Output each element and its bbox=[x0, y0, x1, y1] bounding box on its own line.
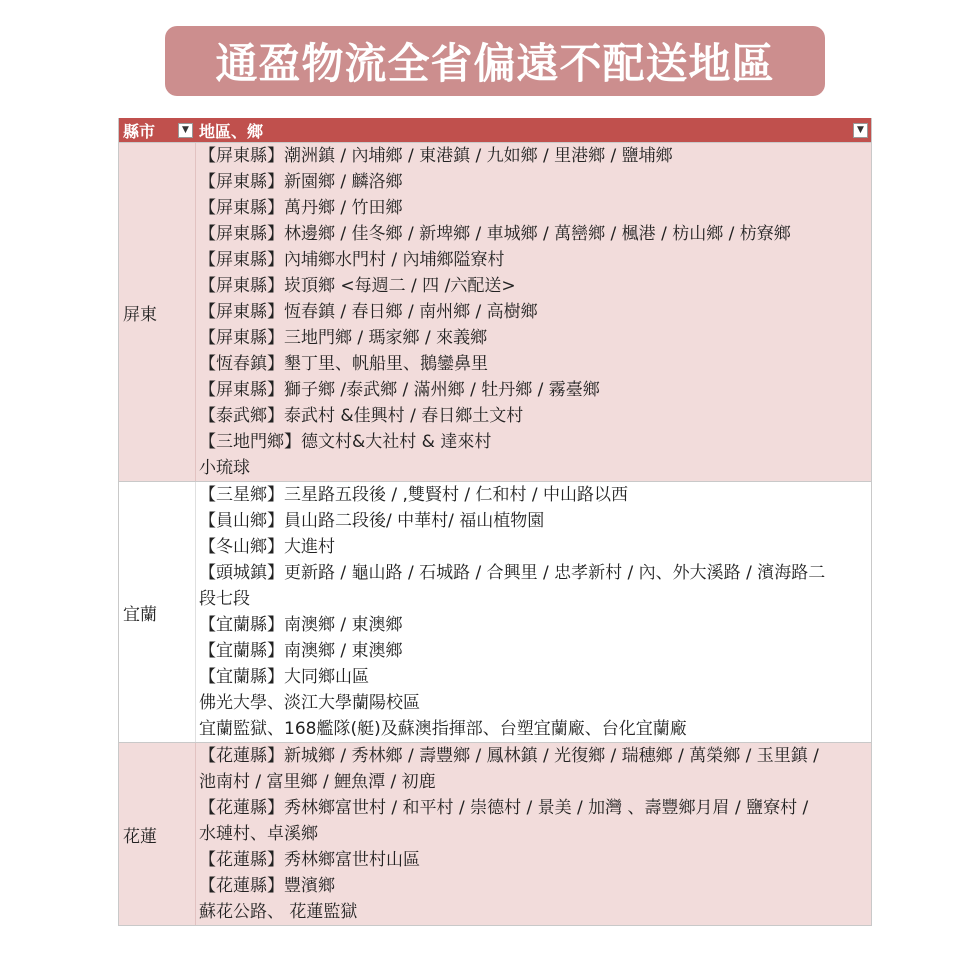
area-row: 【宜蘭縣】大同鄉山區 bbox=[199, 667, 369, 687]
header-county-cell bbox=[119, 119, 196, 142]
area-row: 【屏東縣】崁頂鄉 <每週二 / 四 /六配送> bbox=[199, 276, 516, 296]
county-group bbox=[119, 742, 871, 925]
county-group bbox=[119, 142, 871, 481]
title-banner bbox=[165, 26, 825, 96]
header-area-label: 地區、鄉 bbox=[199, 121, 264, 141]
area-row: 【宜蘭縣】南澳鄉 / 東澳鄉 bbox=[199, 615, 403, 635]
area-filter-dropdown-icon[interactable]: ▼ bbox=[853, 123, 868, 138]
area-row: 蘇花公路、 花蓮監獄 bbox=[199, 902, 358, 922]
area-row: 小琉球 bbox=[199, 458, 250, 478]
area-row: 【花蓮縣】豐濱鄉 bbox=[199, 876, 335, 896]
area-row: 【屏東縣】新園鄉 / 麟洛鄉 bbox=[199, 172, 403, 192]
area-row: 【宜蘭縣】南澳鄉 / 東澳鄉 bbox=[199, 641, 403, 661]
area-row: 【泰武鄉】泰武村 &佳興村 / 春日鄉土文村 bbox=[199, 406, 524, 426]
area-row: 水璉村、卓溪鄉 bbox=[199, 824, 318, 844]
county-filter-dropdown-icon[interactable]: ▼ bbox=[178, 123, 193, 138]
remote-areas-table bbox=[118, 118, 872, 926]
area-row: 【屏東縣】林邊鄉 / 佳冬鄉 / 新埤鄉 / 車城鄉 / 萬巒鄉 / 楓港 / 枋山鄉 / 枋寮鄉 bbox=[199, 224, 791, 244]
table-body bbox=[119, 142, 871, 925]
area-list bbox=[196, 482, 871, 742]
area-row: 【屏東縣】潮洲鎮 / 內埔鄉 / 東港鎮 / 九如鄉 / 里港鄉 / 鹽埔鄉 bbox=[199, 146, 673, 166]
area-row: 段七段 bbox=[199, 589, 250, 609]
area-row: 【三星鄉】三星路五段後 / ,雙賢村 / 仁和村 / 中山路以西 bbox=[199, 485, 629, 505]
area-row: 佛光大學、淡江大學蘭陽校區 bbox=[199, 693, 420, 713]
area-row: 池南村 / 富里鄉 / 鯉魚潭 / 初鹿 bbox=[199, 772, 436, 792]
county-cell: 屏東 bbox=[119, 143, 196, 481]
area-row: 【冬山鄉】大進村 bbox=[199, 537, 335, 557]
page-title: 通盈物流全省偏遠不配送地區 bbox=[215, 39, 775, 88]
table-header bbox=[119, 118, 871, 142]
header-county-label: 縣市 bbox=[123, 121, 156, 141]
area-row: 【恆春鎮】墾丁里、帆船里、鵝鑾鼻里 bbox=[199, 354, 488, 374]
area-row: 【屏東縣】恆春鎮 / 春日鄉 / 南州鄉 / 高樹鄉 bbox=[199, 302, 538, 322]
header-area-cell bbox=[196, 119, 871, 142]
area-row: 【花蓮縣】秀林鄉富世村山區 bbox=[199, 850, 420, 870]
area-row: 【屏東縣】三地門鄉 / 瑪家鄉 / 來義鄉 bbox=[199, 328, 488, 348]
county-cell: 宜蘭 bbox=[119, 482, 196, 742]
area-row: 【花蓮縣】新城鄉 / 秀林鄉 / 壽豐鄉 / 鳳林鎮 / 光復鄉 / 瑞穗鄉 / 萬榮鄉 / 玉里鎮 / bbox=[199, 746, 819, 766]
county-cell: 花蓮 bbox=[119, 743, 196, 925]
area-list bbox=[196, 743, 871, 925]
area-row: 【屏東縣】萬丹鄉 / 竹田鄉 bbox=[199, 198, 403, 218]
area-row: 【屏東縣】獅子鄉 /泰武鄉 / 滿州鄉 / 牡丹鄉 / 霧臺鄉 bbox=[199, 380, 600, 400]
area-row: 【屏東縣】內埔鄉水門村 / 內埔鄉隘寮村 bbox=[199, 250, 505, 270]
area-row: 【三地門鄉】德文村&大社村 & 達來村 bbox=[199, 432, 492, 452]
area-row: 宜蘭監獄、168艦隊(艇)及蘇澳指揮部、台塑宜蘭廠、台化宜蘭廠 bbox=[199, 719, 687, 739]
area-list bbox=[196, 143, 871, 481]
area-row: 【員山鄉】員山路二段後/ 中華村/ 福山植物園 bbox=[199, 511, 545, 531]
area-row: 【頭城鎮】更新路 / 龜山路 / 石城路 / 合興里 / 忠孝新村 / 內、外大溪路 / 濱海路二 bbox=[199, 563, 826, 583]
county-group bbox=[119, 481, 871, 742]
area-row: 【花蓮縣】秀林鄉富世村 / 和平村 / 崇德村 / 景美 / 加灣 、壽豐鄉月眉 / 鹽寮村 / bbox=[199, 798, 809, 818]
